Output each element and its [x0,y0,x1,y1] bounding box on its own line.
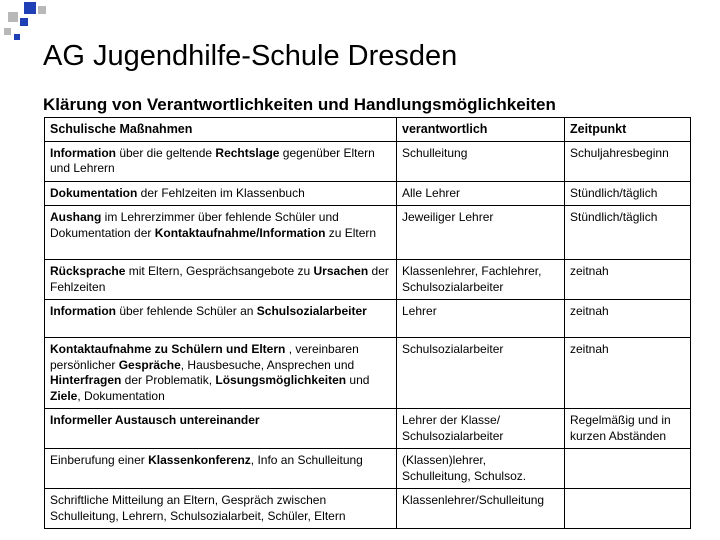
table-row [45,449,691,489]
measure-text-bold: Dokumentation [50,185,138,200]
deco-square [4,28,11,35]
measure-text: , Dokumentation [77,388,165,403]
measure-text-bold: Ursachen [313,264,369,278]
responsible-cell: Klassenlehrer/Schulleitung [397,489,565,529]
time-cell: zeitnah [565,260,691,300]
table-row [45,300,691,338]
deco-square [38,6,46,14]
time-cell [565,449,691,489]
measure-text: mit Eltern, Gesprächsangebote zu [125,264,314,278]
measure-text-bold: Schulsozialarbeiter [256,304,367,318]
measure-text: und [346,373,370,387]
page-title: AG Jugendhilfe-Schule Dresden [43,40,458,72]
measure-text: zu Eltern [325,225,377,240]
responsible-cell: Schulleitung [397,141,565,181]
measure-text-bold: Kontaktaufnahme/Information [154,225,326,240]
measure-text-bold: Gespräche [118,357,181,372]
measure-text: der Fehlzeiten im Klassenbuch [137,185,305,200]
measure-text: über fehlende Schüler an [116,304,257,318]
measure-text: gegenüber Eltern und Lehrern [50,145,375,175]
measure-cell [45,409,397,449]
measure-text: , Info an Schulleitung [250,453,363,467]
time-cell: Stündlich/täglich [565,206,691,260]
table-row [45,181,691,206]
measure-text-bold: Lösungsmöglichkeiten [215,373,347,387]
measure-text: der Fehlzeiten [50,264,389,294]
measure-cell [45,141,397,181]
responsible-cell: (Klassen)lehrer, Schulleitung, Schulsoz. [397,449,565,489]
measure-cell [45,300,397,338]
measure-text-bold: Rücksprache [50,264,126,278]
measure-text-bold: Information [50,145,116,160]
responsible-cell: Lehrer [397,300,565,338]
responsible-cell: Klassenlehrer, Fachlehrer, Schulsozialarbeiter [397,260,565,300]
responsibility-table [44,117,691,529]
time-cell: Schuljahresbeginn [565,141,691,181]
measure-text-bold: Rechtslage [215,145,280,160]
table-row [45,260,691,300]
measure-text-bold: Informeller Austausch untereinander [50,413,260,427]
measure-text-bold: Kontaktaufnahme zu Schülern und Eltern [50,342,286,356]
time-cell: zeitnah [565,338,691,409]
measure-cell [45,206,397,260]
measure-cell [45,338,397,409]
table-row [45,409,691,449]
measure-text: der Problematik, [121,373,216,387]
deco-square [20,18,28,26]
responsible-cell: Alle Lehrer [397,181,565,206]
measure-text: im Lehrerzimmer über fehlende Schüler und Dokumentation der [50,210,339,240]
measure-text: Schriftliche Mitteilung an Eltern, Gespräch zwischen Schulleitung, Lehrern, Schulsozialarbeit, Schüler, Eltern [50,493,346,523]
measure-cell [45,181,397,206]
column-header-responsible: verantwortlich [397,118,565,142]
table-row [45,141,691,181]
time-cell: Regelmäßig und in kurzen Abständen [565,409,691,449]
corner-decoration [0,0,60,45]
deco-square [8,12,18,22]
measure-text: über die geltende [116,145,216,160]
table-row [45,206,691,260]
time-cell: Stündlich/täglich [565,181,691,206]
table-header-row [45,118,691,142]
measure-text-bold: Klassenkonferenz [148,453,251,467]
time-cell [565,489,691,529]
measure-cell [45,489,397,529]
deco-square [24,2,36,14]
deco-square [14,34,20,40]
responsible-cell: Schulsozialarbeiter [397,338,565,409]
measure-text: Einberufung einer [50,453,149,467]
page-subtitle: Klärung von Verantwortlichkeiten und Handlungsmöglichkeiten [43,95,556,114]
column-header-time: Zeitpunkt [565,118,691,142]
table-row [45,338,691,409]
measure-text-bold: Hinterfragen [50,373,122,387]
responsible-cell: Jeweiliger Lehrer [397,206,565,260]
measure-text: , Hausbesuche, Ansprechen und [180,357,355,372]
measure-text-bold: Aushang [50,210,102,224]
measure-cell [45,449,397,489]
measure-text: , vereinbaren persönlicher [50,342,359,372]
measure-text-bold: Ziele [50,388,78,403]
column-header-measures: Schulische Maßnahmen [45,118,397,142]
measure-cell [45,260,397,300]
time-cell: zeitnah [565,300,691,338]
measure-text-bold: Information [50,304,116,318]
table-row [45,489,691,529]
responsible-cell: Lehrer der Klasse/ Schulsozialarbeiter [397,409,565,449]
